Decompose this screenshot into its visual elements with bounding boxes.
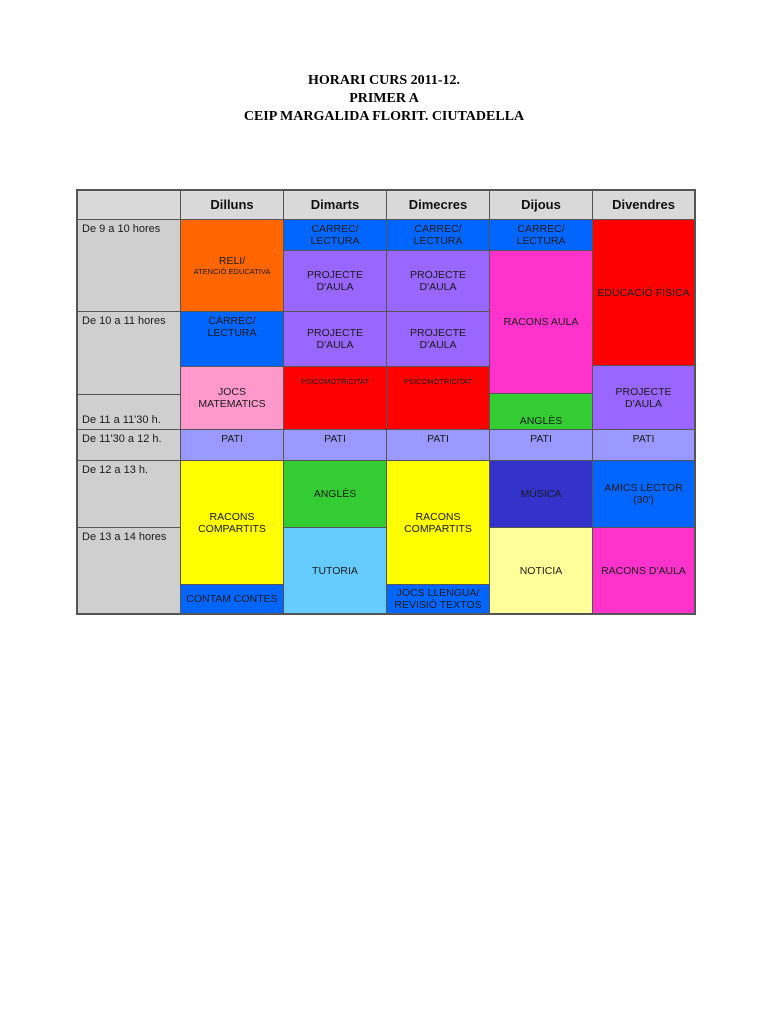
mon-pati-label: PATI (221, 433, 243, 445)
thu-angles-cell (489, 393, 593, 430)
mon-racons-cell (180, 460, 284, 585)
tue-tutoria-cell (283, 527, 387, 614)
fri-racons-label: RACONS D'AULA (601, 564, 686, 577)
thu-angles-label: ANGLÈS (519, 415, 563, 427)
time-slot-11-1130: De 11 a 11'30 h. (77, 394, 181, 430)
time-slot-13-14: De 13 a 14 hores (77, 527, 181, 614)
wed-carrec-cell (386, 219, 490, 251)
thu-musica-cell (489, 460, 593, 528)
corner-cell (77, 190, 181, 220)
mon-pati-cell (180, 429, 284, 461)
tue-projecte1-cell (283, 250, 387, 312)
thu-racons-label: RACONS AULA (503, 316, 579, 328)
fri-ef-cell (592, 219, 695, 366)
fri-pati-cell (592, 429, 695, 461)
fri-racons-cell (592, 527, 695, 614)
mon-carrec-cell (180, 311, 284, 367)
wed-jocs-cell (386, 584, 490, 614)
time-slot-10-11: De 10 a 11 hores (77, 311, 181, 395)
document-header (0, 72, 768, 126)
thu-racons-cell (489, 250, 593, 394)
day-header-divendres: Divendres (592, 190, 695, 220)
day-header-dimarts: Dimarts (283, 190, 387, 220)
mon-contam-cell (180, 584, 284, 614)
title-line-3: CEIP MARGALIDA FLORIT. CIUTADELLA (243, 109, 525, 124)
thu-carrec-cell (489, 219, 593, 251)
time-slot-9-10: De 9 a 10 hores (77, 219, 181, 312)
mon-reli-cell (180, 219, 284, 312)
fri-projecte-label: PROJECTE D'AULA (615, 385, 672, 410)
fri-amics-cell (592, 460, 695, 528)
mon-jocs-cell (180, 366, 284, 430)
tue-carrec-label: CARREC/ LECTURA (310, 223, 360, 247)
time-slot-12-13: De 12 a 13 h. (77, 460, 181, 528)
wed-carrec-label: CARREC/ LECTURA (413, 223, 463, 247)
thu-musica-label: MÚSICA (520, 488, 562, 500)
fri-projecte-cell (592, 365, 695, 430)
mon-reli-sublabel: ATENCIÓ EDUCATIVA (193, 267, 271, 276)
title-line-1: HORARI CURS 2011-12. (307, 73, 461, 88)
tue-angles-label: ANGLÈS (313, 488, 357, 500)
mon-jocs-label: JOCS MATEMATICS (198, 386, 266, 410)
wed-racons-cell (386, 460, 490, 585)
thu-noticia-label: NOTICIA (519, 564, 563, 577)
wed-projecte1-cell (386, 250, 490, 312)
day-header-dilluns: Dilluns (180, 190, 284, 220)
tue-pati-label: PATI (324, 433, 346, 445)
tue-psico-cell (283, 366, 387, 430)
fri-ef-label: EDUCACIÓ FÍSICA (597, 286, 690, 299)
wed-projecte2-cell (386, 311, 490, 367)
tue-carrec-cell (283, 219, 387, 251)
wed-projecte1-label: PROJECTE D'AULA (409, 269, 466, 293)
mon-contam-label: CONTAM CONTES (186, 593, 278, 605)
mon-carrec-label: CARREC/ LECTURA (207, 315, 257, 339)
time-slot-1130-12: De 11'30 a 12 h. (77, 429, 181, 461)
wed-pati-label: PATI (427, 433, 449, 445)
tue-psico-label: PSICOMOTRICITAT (300, 377, 370, 386)
day-header-dijous: Dijous (489, 190, 593, 220)
tue-tutoria-label: TUTORIA (312, 564, 358, 577)
wed-pati-cell (386, 429, 490, 461)
schedule-table (76, 189, 696, 615)
tue-projecte2-label: PROJECTE D'AULA (306, 327, 363, 351)
fri-pati-label: PATI (632, 433, 655, 445)
wed-racons-label: RACONS COMPARTITS (404, 510, 472, 535)
wed-psico-label: PSICOMOTRICITAT (403, 377, 473, 386)
thu-pati-cell (489, 429, 593, 461)
thu-pati-label: PATI (530, 433, 552, 445)
wed-jocs-label: JOCS LLENGUA/ REVISIÓ TEXTOS (394, 587, 482, 611)
day-header-dimecres: Dimecres (386, 190, 490, 220)
tue-projecte1-label: PROJECTE D'AULA (306, 269, 363, 293)
tue-angles-cell (283, 460, 387, 528)
thu-noticia-cell (489, 527, 593, 614)
mon-reli-label: RELI/ (218, 255, 246, 267)
wed-projecte2-label: PROJECTE D'AULA (409, 327, 466, 351)
fri-amics-label: AMICS LECTOR (30') (604, 482, 683, 506)
tue-pati-cell (283, 429, 387, 461)
mon-racons-label: RACONS COMPARTITS (198, 510, 266, 535)
thu-carrec-label: CARREC/ LECTURA (516, 223, 566, 247)
wed-psico-cell (386, 366, 490, 430)
tue-projecte2-cell (283, 311, 387, 367)
title-line-2: PRIMER A (349, 91, 419, 106)
